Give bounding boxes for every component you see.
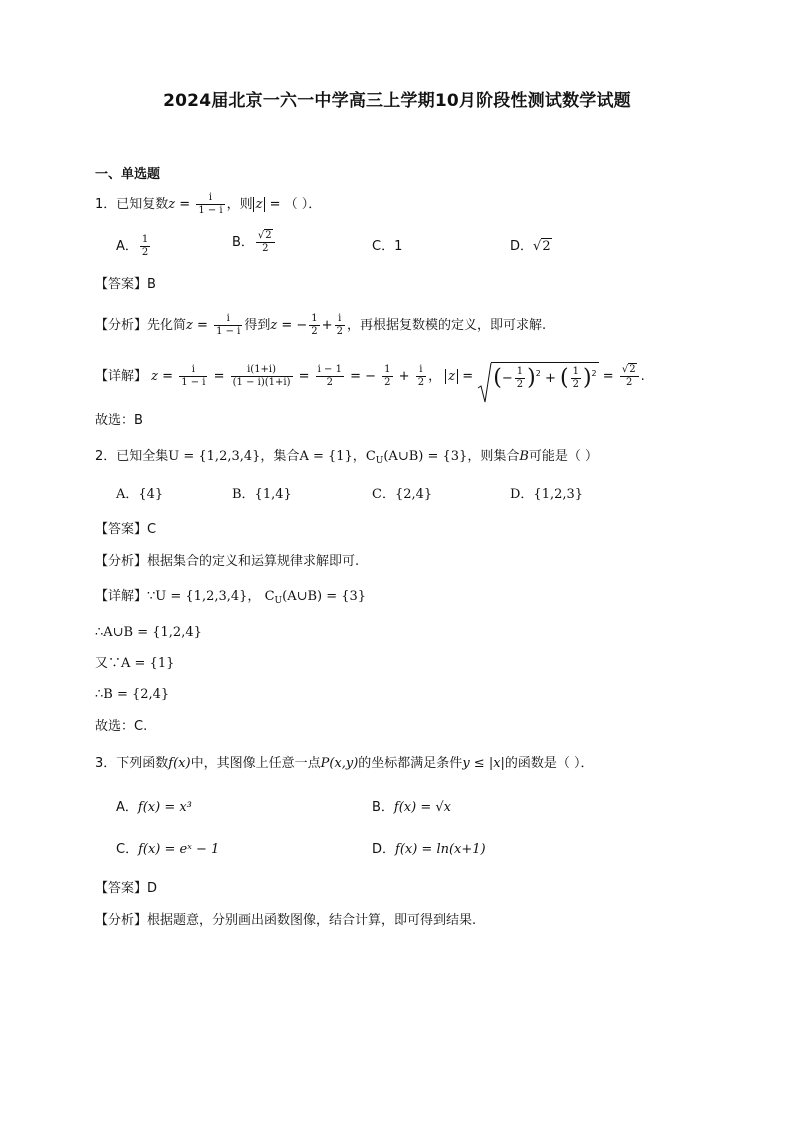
question-3-stem: 3．下列函数f(x)中，其图像上任意一点P(x,y)的坐标都满足条件y ≤ |x|的函数是（ ）． (95, 756, 594, 771)
answer-q2: 【答案】C (95, 522, 157, 537)
option-b: B． $\frac{√2}{2}$ (232, 230, 277, 255)
section-heading: 一、单选题 (95, 167, 161, 182)
option-c: C．{2,4} (372, 487, 433, 502)
analysis-q1: 【分析】先化简z = $\frac{i}{1 - i}$ 得到z = − $\frac{1}{2}$ + $\frac{i}{2}$ ，再根据复数模的定义，即可求解. (95, 313, 547, 337)
conclusion-q2: 故选：C. (95, 719, 148, 734)
question-1-stem: 1．已知复数z = $\frac{i}{1 - i}$ ，则 z = （ ）． (95, 192, 322, 216)
option-c: C．1 (372, 239, 403, 254)
analysis-q2: 【分析】根据集合的定义和运算规律求解即可. (95, 554, 360, 569)
detail-q2-line-4: ∴B = {2,4} (95, 687, 170, 702)
option-c: C．f(x) = eˣ − 1 (116, 842, 220, 857)
answer-q1: 【答案】B (95, 277, 156, 292)
analysis-q3: 【分析】根据题意，分别画出函数图像，结合计算，即可得到结果. (95, 913, 477, 928)
option-a: A．f(x) = x³ (116, 800, 192, 815)
sqrt-expression: (− $\frac{1}{2}$ )$^2$ + ( $\frac{1}{2}$ )$^2$ (477, 362, 598, 391)
option-a: A． $\frac{1}{2}$ (116, 234, 149, 258)
answer-q3: 【答案】D (95, 881, 158, 896)
detail-q2-line-3: 又∵A = {1} (95, 656, 175, 671)
option-d: D．f(x) = ln(x+1) (372, 842, 486, 857)
conclusion-q1: 故选：B (95, 413, 143, 428)
option-d: D．{1,2,3} (510, 487, 584, 502)
detail-q1: 【详解】 z = $\frac{i}{1 - i}$ = $\frac{i(1+i)}{(1 - i)(1+i)}$ = $\frac{i - 1}{2}$ = − $\frac{1}{2}$ + $\frac{i}{2}$ ， z = (− $\frac{1}{2}$ )$^2$ + ( $\frac{1}{2}$ )$^2$ = $\frac{√2}{2}$ . (95, 362, 645, 391)
option-b: B．f(x) = √x (372, 800, 451, 815)
option-b: B．{1,4} (232, 487, 292, 502)
detail-q2-line-2: ∴A∪B = {1,2,4} (95, 625, 202, 640)
question-2-stem: 2．已知全集U = {1,2,3,4}，集合A = {1}，$C_U(A\cup B) = \{3\}$，则集合B可能是（ ） (95, 449, 599, 466)
option-d: D．√2 (510, 239, 551, 254)
detail-q2: 【详解】∵U = {1,2,3,4}， $C_U(A\cup B) = \{3\}$ (95, 589, 367, 606)
fraction: $\frac{i}{1 - i}$ (198, 192, 223, 216)
page-title: 2024届北京一六一中学高三上学期10月阶段性测试数学试题 (163, 91, 631, 111)
option-a: A．{4} (116, 487, 164, 502)
